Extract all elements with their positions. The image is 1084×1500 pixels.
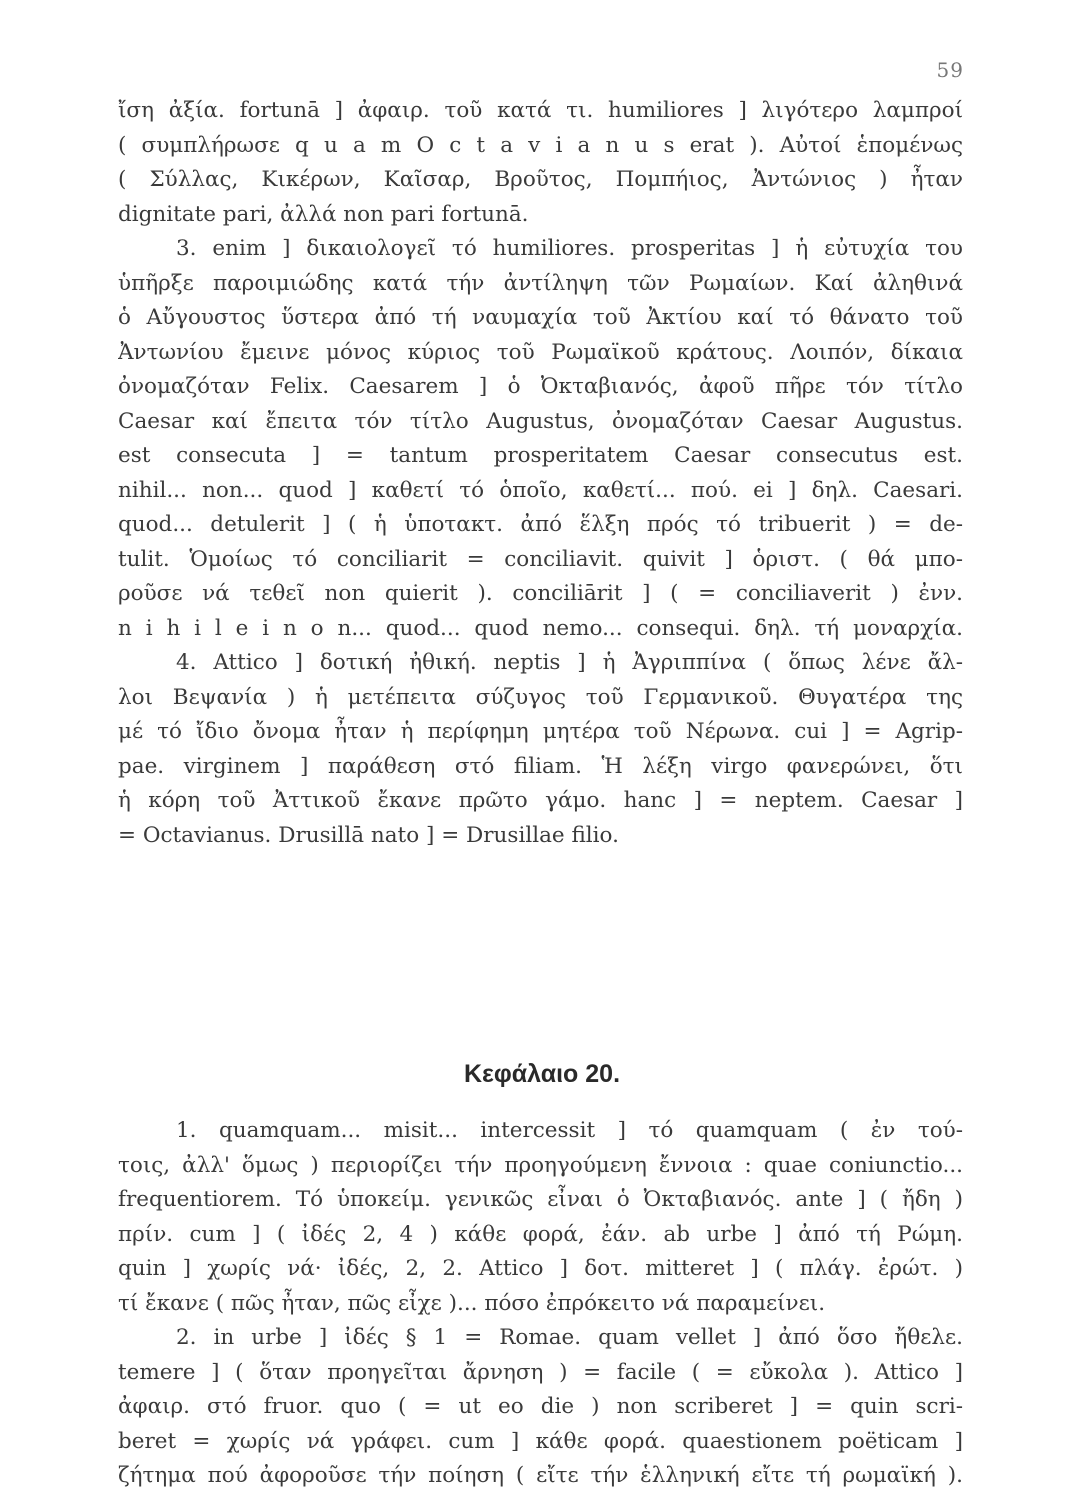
text-line: ροῦσε νά τεθεῖ non quierit ). conciliārit ] ( = conciliaverit ) ἐνν. — [118, 581, 963, 606]
text-line: tulit. Ὁμοίως τό conciliarit = conciliavit. quivit ] ὁριστ. ( θά μπο- — [118, 546, 963, 572]
text-line: ζήτημα πού ἀφοροῦσε τήν ποίηση ( εἴτε τήν ἑλληνική εἴτε τή ρωμαϊκή ). — [118, 1463, 963, 1488]
text-line: nihil... non... quod ] καθετί τό ὁποῖο, καθετί... πού. ei ] δηλ. Caesari. — [118, 477, 963, 503]
text-line: temere ] ( ὅταν προηγεῖται ἄρνηση ) = facile ( = εὔκολα ). Attico ] — [118, 1359, 963, 1385]
text-line: quod... detulerit ] ( ἡ ὑποτακτ. ἀπό ἕλξη πρός τό tribuerit ) = de- — [118, 512, 963, 537]
text-line: 1. quamquam... misit... intercessit ] τό quamquam ( ἐν τού- — [176, 1118, 963, 1143]
text-line: μέ τό ἴδιο ὄνομα ἦταν ἡ περίφημη μητέρα τοῦ Νέρωνα. cui ] = Agrip- — [118, 719, 963, 744]
text-line: ἡ κόρη τοῦ Ἀττικοῦ ἔκανε πρῶτο γάμο. hanc ] = neptem. Caesar ] — [118, 788, 963, 813]
text-line: est consecuta ] = tantum prosperitatem Caesar consecutus est. — [118, 443, 963, 468]
text-line: = Octavianus. Drusillā nato ] = Drusillae filio. — [118, 822, 619, 848]
text-line: Ἀντωνίου ἔμεινε μόνος κύριος τοῦ Ρωμαϊκοῦ κράτους. Λοιπόν, δίκαια — [118, 339, 963, 365]
text-line: ἀφαιρ. στό fruor. quo ( = ut eo die ) non scriberet ] = quin scri- — [118, 1394, 963, 1419]
text-line: n i h i l e i n o n... quod... quod nemo... consequi. δηλ. τή μοναρχία. — [118, 615, 963, 641]
text-line: dignitate pari, ἀλλά non pari fortunā. — [118, 201, 529, 227]
text-line: ἴση ἀξία. fortunā ] ἀφαιρ. τοῦ κατά τι. humiliores ] λιγότερο λαμπροί — [118, 98, 963, 123]
text-line: 3. enim ] δικαιολογεῖ τό humiliores. prosperitas ] ἡ εὐτυχία του — [176, 236, 963, 261]
text-line: pae. virginem ] παράθεση στό filiam. Ἡ λέξη virgo φανερώνει, ὅτι — [118, 753, 963, 779]
text-line: λοι Βεψανία ) ἡ μετέπειτα σύζυγος τοῦ Γερμανικοῦ. Θυγατέρα της — [118, 684, 963, 710]
page-number: 59 — [936, 58, 964, 82]
text-line: ὁ Αὔγουστος ὕστερα ἀπό τή ναυμαχία τοῦ Ἀκτίου καί τό θάνατο τοῦ — [118, 305, 963, 330]
text-line: ( Σύλλας, Κικέρων, Καῖσαρ, Βροῦτος, Πομπήιος, Ἀντώνιος ) ἦταν — [118, 167, 963, 192]
text-line: 2. in urbe ] ἰδές § 1 = Romae. quam vellet ] ἀπό ὅσο ἤθελε. — [176, 1325, 963, 1350]
text-line: ( συμπλήρωσε q u a m O c t a v i a n u s erat ). Αὐτοί ἑπομένως — [118, 132, 963, 158]
text-line: ὑπῆρξε παροιμιώδης κατά τήν ἀντίληψη τῶν Ρωμαίων. Καί ἀληθινά — [118, 270, 963, 296]
text-line: τοις, ἀλλ' ὅμως ) περιορίζει τήν προηγούμενη ἔννοια : quae coniunctio... — [118, 1152, 963, 1178]
text-line: Caesar καί ἔπειτα τόν τίτλο Augustus, ὀνομαζόταν Caesar Augustus. — [118, 408, 963, 434]
text-line: ὀνομαζόταν Felix. Caesarem ] ὁ Ὀκταβιανός, ἀφοῦ πῆρε τόν τίτλο — [118, 374, 963, 399]
text-line: πρίν. cum ] ( ἰδές 2, 4 ) κάθε φορά, ἐάν. ab urbe ] ἀπό τή Ρώμη. — [118, 1221, 963, 1247]
text-line: τί ἔκανε ( πῶς ἦταν, πῶς εἶχε )... πόσο ἐπρόκειτο νά παραμείνει. — [118, 1290, 826, 1316]
text-line: frequentiorem. Τό ὑποκείμ. γενικῶς εἶναι ὁ Ὀκταβιανός. ante ] ( ἤδη ) — [118, 1187, 963, 1212]
text-line: beret = χωρίς νά γράφει. cum ] κάθε φορά. quaestionem poëticam ] — [118, 1428, 963, 1454]
chapter-heading: Κεφάλαιο 20. — [463, 1060, 621, 1088]
text-line: 4. Attico ] δοτική ἠθική. neptis ] ἡ Ἀγριππίνα ( ὅπως λένε ἄλ- — [176, 650, 963, 675]
section-1-text — [118, 94, 963, 853]
text-line: quin ] χωρίς νά· ἰδές, 2, 2. Attico ] δοτ. mitteret ] ( πλάγ. ἐρώτ. ) — [118, 1256, 963, 1281]
section-2-text — [118, 1114, 963, 1494]
